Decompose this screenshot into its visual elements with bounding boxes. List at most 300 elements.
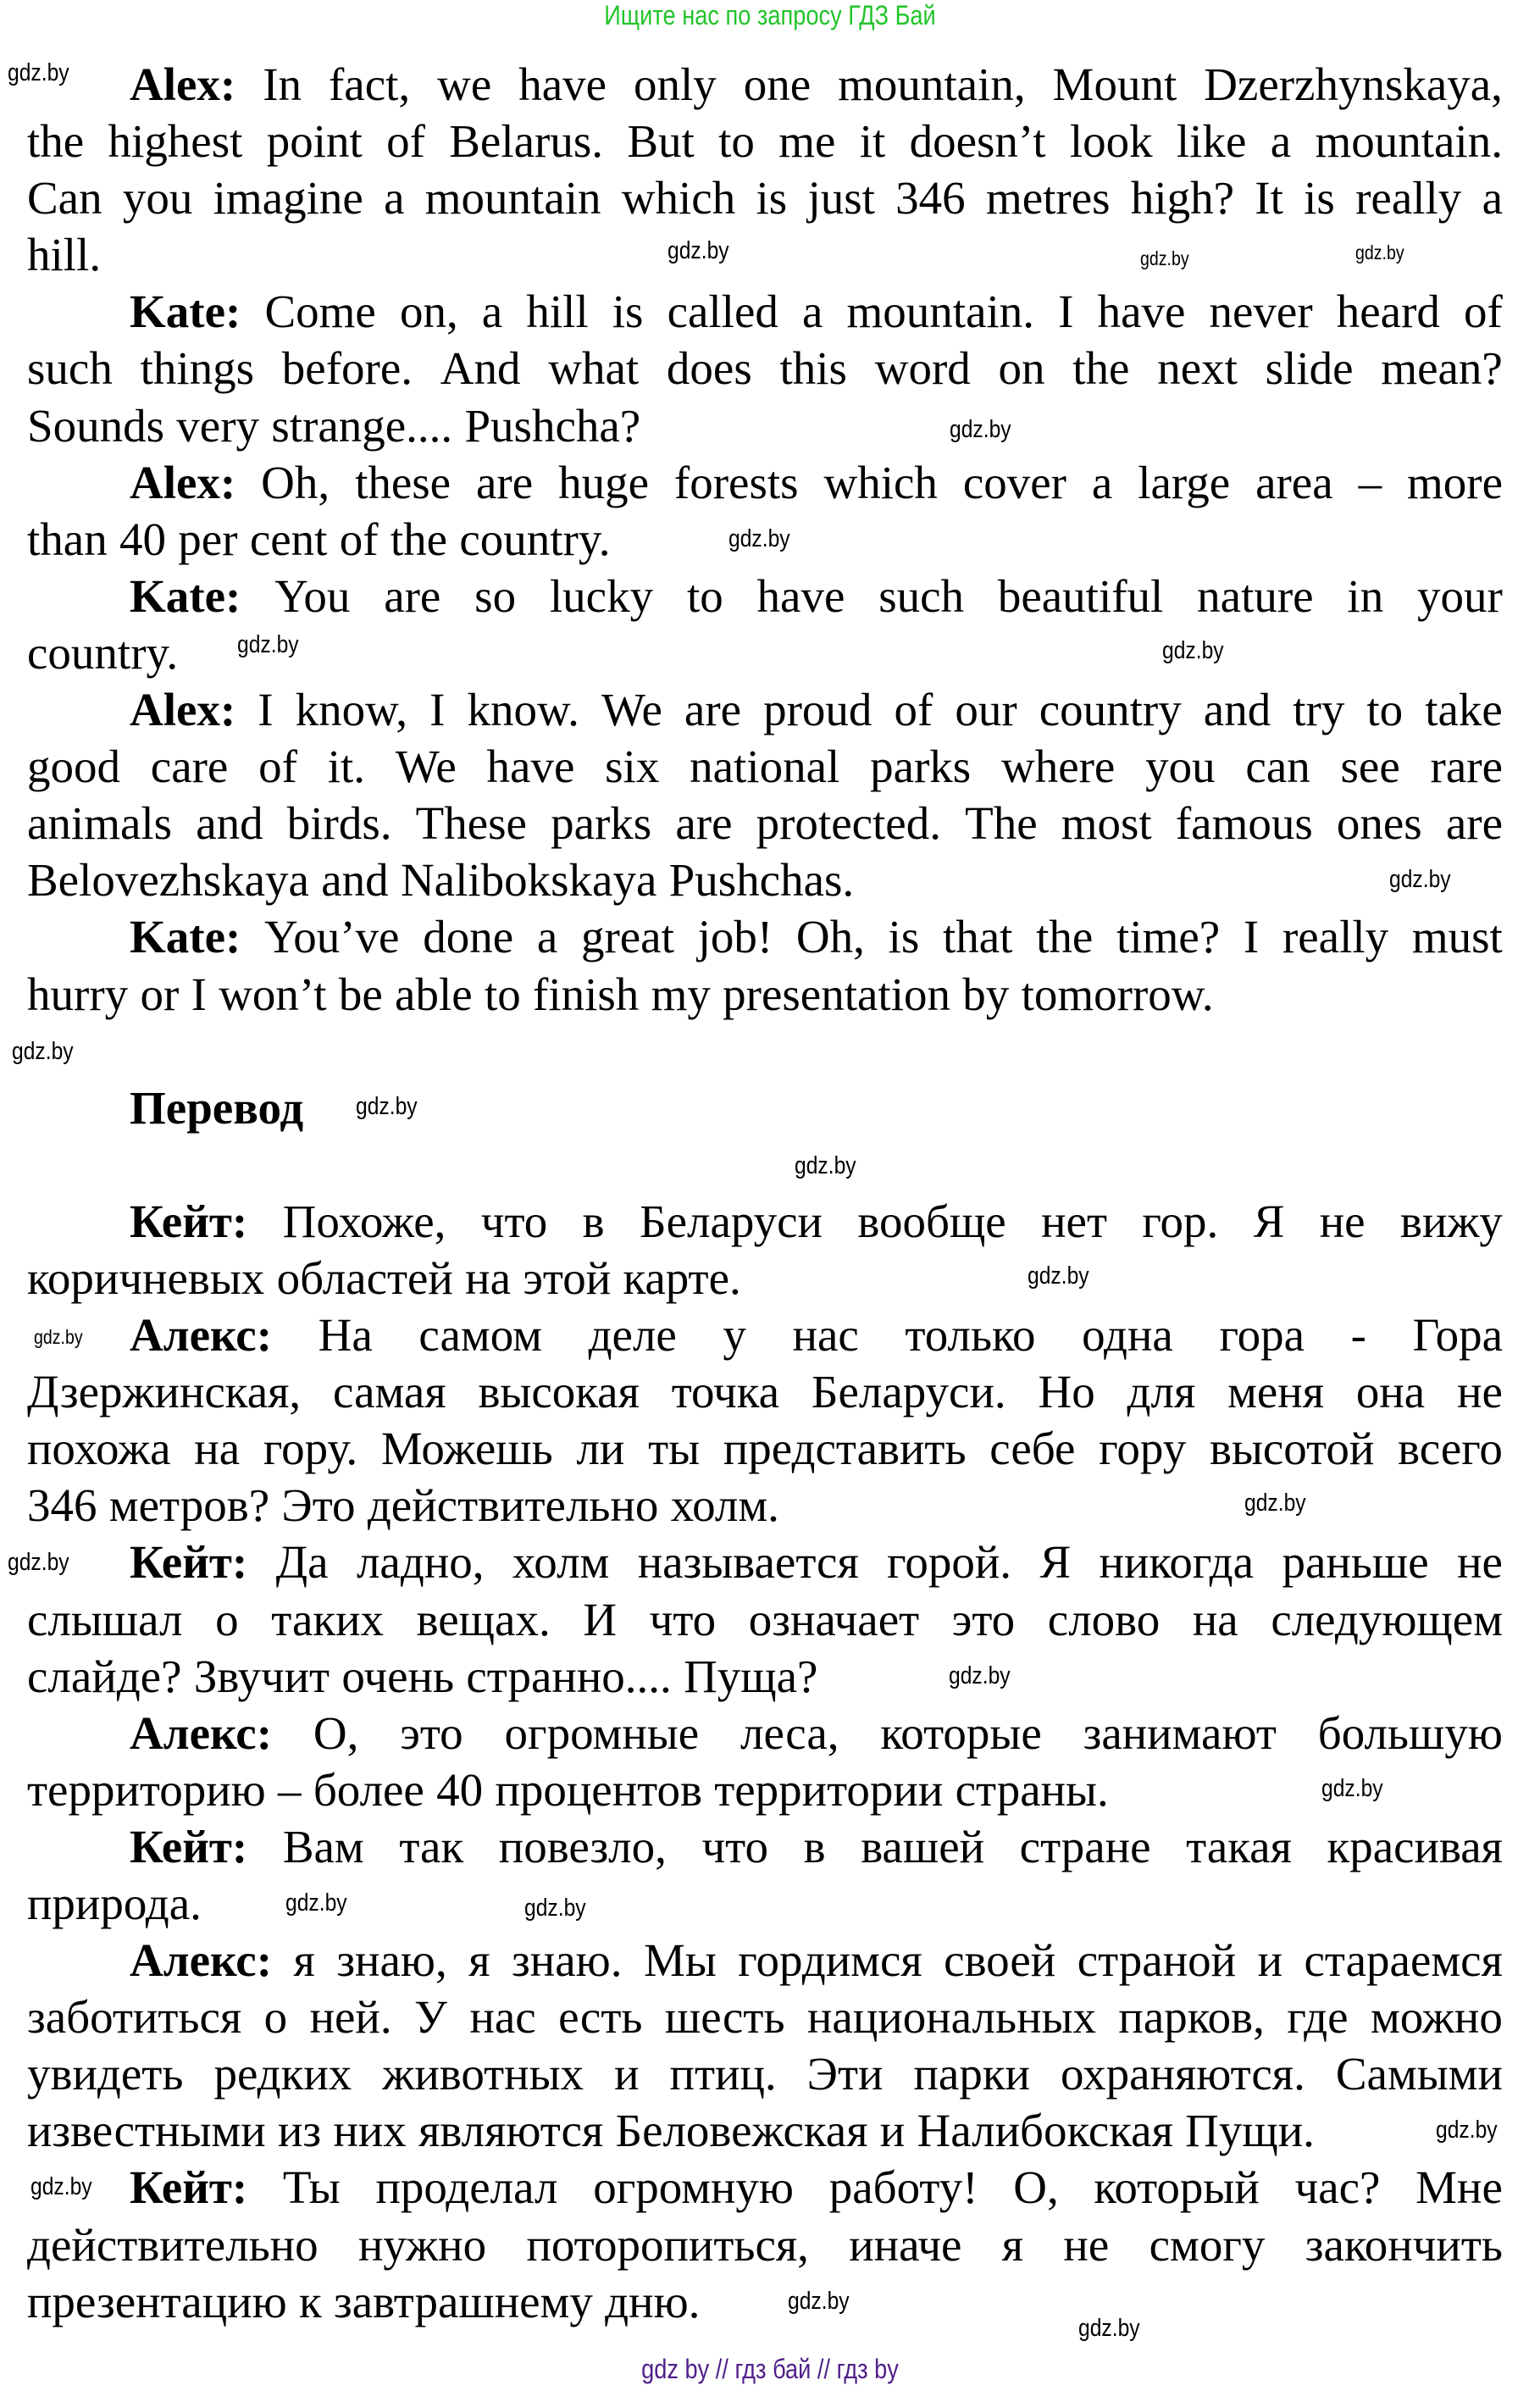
- word: -: [1350, 1309, 1366, 1362]
- speaker-name: Кейт:: [130, 1536, 248, 1589]
- word: в: [803, 1820, 826, 1872]
- word: этой: [523, 1251, 612, 1304]
- word: высокая: [478, 1366, 640, 1418]
- word: Мы: [643, 1934, 717, 1987]
- word: of: [386, 115, 425, 168]
- speaker-name: Kate:: [130, 569, 241, 622]
- word: которые: [880, 1706, 1042, 1759]
- word: Налибокская: [917, 2105, 1173, 2157]
- text-line: [27, 908, 1503, 965]
- word: per: [178, 513, 238, 565]
- word: где: [1287, 1991, 1349, 2044]
- word: процентов: [495, 1763, 702, 1816]
- word: are: [675, 797, 733, 850]
- word: I: [258, 684, 274, 736]
- word: красивая: [1327, 1820, 1503, 1872]
- word: себе: [989, 1423, 1076, 1475]
- word: In: [263, 58, 302, 110]
- word: гора: [1219, 1309, 1305, 1362]
- word: ли: [576, 1423, 625, 1475]
- text-line: [27, 1420, 1503, 1477]
- speaker-name: Кейт:: [130, 1195, 248, 1247]
- word: does: [666, 342, 752, 395]
- watermark-text: gdz.by: [285, 1889, 347, 1917]
- dialogue-paragraph: [27, 568, 1503, 681]
- word: карте.: [623, 1251, 741, 1304]
- word: Вам: [282, 1820, 364, 1872]
- word: я: [468, 1934, 490, 1987]
- word: be: [338, 968, 383, 1020]
- word: fact,: [328, 58, 411, 110]
- word: гордимся: [738, 1934, 922, 1987]
- word: a: [481, 286, 503, 338]
- word: знаю.: [512, 1934, 623, 1987]
- word: by: [962, 968, 1010, 1020]
- word: where: [1000, 741, 1116, 793]
- word: have: [486, 741, 575, 793]
- word: Гора: [1412, 1309, 1503, 1362]
- word: huge: [558, 456, 649, 508]
- word: природа.: [27, 1878, 202, 1929]
- word: есть: [558, 1991, 643, 2044]
- word: such: [878, 569, 965, 622]
- word: Я: [1253, 1195, 1285, 1247]
- word: Похоже,: [282, 1195, 446, 1247]
- word: which: [621, 172, 736, 225]
- watermark-text: gdz.by: [12, 1038, 74, 1065]
- word: large: [1138, 456, 1231, 508]
- text-line: [27, 738, 1503, 795]
- word: is: [1304, 172, 1335, 225]
- word: imagine: [213, 172, 363, 225]
- word: шесть: [664, 1991, 785, 2044]
- speaker-name: Кейт:: [130, 2161, 248, 2214]
- text-line: [27, 454, 1503, 511]
- word: I: [1243, 911, 1260, 963]
- word: холм: [512, 1536, 610, 1589]
- word: 346: [895, 172, 966, 225]
- word: mountain: [424, 172, 601, 225]
- word: which: [823, 456, 938, 508]
- word: представить: [723, 1423, 967, 1475]
- speaker-name: Алекс:: [130, 1309, 273, 1362]
- word: on: [998, 342, 1045, 395]
- text-line: [27, 283, 1503, 340]
- word: are: [476, 456, 534, 508]
- word: mountain.: [1315, 115, 1503, 168]
- text-line: [27, 1648, 1503, 1705]
- word: странно....: [466, 1650, 672, 1702]
- word: страной: [1077, 1934, 1237, 1987]
- word: is: [756, 172, 788, 225]
- word: I: [191, 968, 207, 1020]
- speaker-name: Alex:: [130, 456, 236, 508]
- watermark-text: gdz.by: [795, 1152, 856, 1179]
- watermark-text: gdz.by: [524, 1894, 586, 1922]
- watermark-text: gdz.by: [237, 631, 299, 658]
- word: –: [278, 1763, 302, 1816]
- word: so: [474, 569, 517, 622]
- word: is: [612, 286, 644, 338]
- word: things: [140, 342, 255, 395]
- word: и: [1257, 1934, 1283, 1987]
- word: увидеть: [27, 2048, 184, 2100]
- translation-heading: Перевод: [130, 1081, 304, 1134]
- word: можно: [1371, 1991, 1503, 2044]
- word: only: [633, 58, 717, 110]
- word: самая: [332, 1366, 446, 1418]
- word: так: [399, 1820, 464, 1872]
- word: называется: [637, 1536, 859, 1589]
- word: doesn’t: [909, 115, 1046, 168]
- word: And: [440, 342, 521, 395]
- word: that: [942, 911, 1013, 963]
- word: this: [779, 342, 847, 395]
- word: Dzerzhynskaya,: [1204, 58, 1503, 110]
- word: beautiful: [997, 569, 1164, 622]
- word: Mount: [1052, 58, 1177, 110]
- text-line: [27, 568, 1503, 624]
- dialogue-paragraph: [27, 1193, 1503, 1306]
- word: and: [196, 797, 263, 850]
- word: я: [1001, 2218, 1024, 2271]
- word: Да: [275, 1536, 329, 1589]
- word: Эти: [806, 2048, 884, 2100]
- word: cover: [962, 456, 1066, 508]
- word: are: [684, 684, 742, 736]
- word: know.: [467, 684, 579, 736]
- word: these: [355, 456, 451, 508]
- word: more: [1406, 456, 1503, 508]
- watermark-text: gdz.by: [8, 59, 69, 86]
- word: к: [298, 2275, 322, 2327]
- word: my: [651, 968, 711, 1020]
- word: закончить: [1305, 2218, 1503, 2271]
- word: nature: [1197, 569, 1314, 622]
- word: вообще: [857, 1195, 1006, 1247]
- word: such: [27, 342, 113, 395]
- word: country.: [27, 626, 179, 679]
- word: горой.: [887, 1536, 1012, 1589]
- watermark-text: gdz.by: [1162, 637, 1224, 664]
- word: 346: [27, 1479, 97, 1532]
- word: high?: [1130, 172, 1235, 225]
- word: hill: [526, 286, 589, 338]
- word: to: [686, 569, 723, 622]
- text-line: [27, 2273, 1503, 2330]
- word: и: [614, 2048, 640, 2100]
- word: вижу: [1399, 1195, 1503, 1247]
- watermark-text: gdz.by: [1244, 1490, 1306, 1517]
- word: очень: [341, 1650, 455, 1702]
- word: о: [215, 1593, 239, 1645]
- word: действительно: [367, 1479, 659, 1532]
- word: На: [318, 1309, 373, 1362]
- word: своей: [944, 1934, 1056, 1987]
- text-line: [27, 226, 1503, 283]
- word: a: [1091, 456, 1113, 508]
- word: действительно: [27, 2218, 319, 2271]
- word: on,: [399, 286, 458, 338]
- word: них: [333, 2105, 407, 2157]
- speaker-name: Kate:: [130, 911, 241, 963]
- word: это: [400, 1706, 463, 1759]
- word: в: [582, 1195, 605, 1247]
- word: a: [384, 172, 405, 225]
- word: presentation: [723, 968, 950, 1020]
- word: национальных: [807, 1991, 1096, 2044]
- watermark-text: gdz.by: [950, 416, 1011, 443]
- word: ладно,: [356, 1536, 485, 1589]
- word: to: [484, 968, 521, 1020]
- footer-links[interactable]: gdz by // гдз бай // гдз by: [641, 2354, 899, 2384]
- word: охраняются.: [1061, 2048, 1305, 2100]
- watermark-text: gdz.by: [356, 1093, 418, 1120]
- speaker-name: Alex:: [130, 58, 236, 110]
- word: hill.: [27, 229, 102, 281]
- word: you: [122, 172, 193, 225]
- text-line: [27, 1705, 1503, 1761]
- word: strange....: [271, 399, 453, 452]
- word: see: [1340, 741, 1400, 793]
- word: областей: [276, 1251, 453, 1304]
- watermark-text: gdz.by: [1389, 866, 1451, 893]
- word: нас: [469, 1991, 536, 2044]
- word: try: [1293, 684, 1345, 736]
- word: hurry: [27, 968, 129, 1020]
- word: являются: [418, 2105, 604, 2157]
- word: cent: [249, 513, 328, 565]
- word: Belarus.: [449, 115, 603, 168]
- word: одна: [1082, 1309, 1173, 1362]
- word: rare: [1430, 741, 1503, 793]
- word: не: [1457, 1366, 1503, 1418]
- word: Ты: [282, 2161, 341, 2214]
- watermark-text: gdz.by: [8, 1549, 69, 1576]
- word: Мне: [1415, 2161, 1503, 2214]
- word: you: [1145, 741, 1216, 793]
- word: что: [480, 1195, 548, 1247]
- word: mountain,: [838, 58, 1026, 110]
- text-line: [27, 1363, 1503, 1420]
- search-hint-banner: Ищите нас по запросу ГДЗ Бай: [604, 0, 936, 31]
- word: животных: [382, 2048, 584, 2100]
- watermark-text: gdz.by: [728, 525, 790, 552]
- word: have: [518, 58, 607, 110]
- word: can: [1245, 741, 1310, 793]
- word: Pushchas.: [668, 854, 855, 907]
- word: ты: [648, 1423, 701, 1475]
- word: birds.: [286, 797, 392, 850]
- text-line: [27, 1761, 1503, 1818]
- word: in: [1347, 569, 1384, 622]
- word: я: [293, 1934, 315, 1987]
- word: look: [1069, 115, 1153, 168]
- word: Oh,: [261, 456, 330, 508]
- word: a: [536, 911, 558, 963]
- word: your: [1417, 569, 1503, 622]
- word: national: [690, 741, 840, 793]
- word: are: [384, 569, 441, 622]
- word: презентацию: [27, 2275, 287, 2327]
- word: have: [1097, 286, 1186, 338]
- word: таких: [271, 1593, 385, 1645]
- word: are: [1445, 797, 1503, 850]
- word: take: [1425, 684, 1503, 736]
- word: для: [1127, 1366, 1196, 1418]
- text-line: [27, 2159, 1503, 2216]
- word: It: [1255, 172, 1283, 225]
- word: the: [390, 513, 448, 565]
- word: highest: [108, 115, 243, 168]
- word: won’t: [219, 968, 327, 1020]
- word: just: [807, 172, 875, 225]
- watermark-text: gdz.by: [1321, 1775, 1383, 1802]
- word: деле: [588, 1309, 677, 1362]
- dialogue-paragraph: [27, 1932, 1503, 2159]
- word: heard: [1336, 286, 1440, 338]
- word: protected.: [756, 797, 941, 850]
- word: на: [1192, 1593, 1238, 1645]
- word: The: [965, 797, 1038, 850]
- word: Пуща?: [684, 1650, 818, 1702]
- dialogue-paragraph: [27, 1534, 1503, 1704]
- word: только: [905, 1309, 1036, 1362]
- word: the: [1036, 911, 1094, 963]
- word: И: [583, 1593, 618, 1645]
- spacer: [27, 1136, 1503, 1193]
- word: самом: [418, 1309, 542, 1362]
- word: able: [395, 968, 473, 1020]
- word: у: [723, 1309, 746, 1362]
- word: of: [894, 684, 933, 736]
- word: must: [1411, 911, 1503, 963]
- text-line: [27, 1193, 1503, 1250]
- word: and: [1203, 684, 1271, 736]
- word: Беловежская: [615, 2105, 868, 2157]
- word: Беларуси.: [811, 1366, 1006, 1418]
- word: of: [1464, 286, 1503, 338]
- word: слово: [1047, 1593, 1161, 1645]
- word: We: [601, 684, 662, 736]
- dialogue-paragraph: [27, 1705, 1503, 1818]
- word: точка: [671, 1366, 780, 1418]
- word: country: [1039, 684, 1182, 736]
- word: what: [548, 342, 640, 395]
- word: country.: [459, 513, 611, 565]
- word: or: [140, 968, 180, 1020]
- word: это: [951, 1593, 1016, 1645]
- word: из: [277, 2105, 322, 2157]
- watermark-text: gdz.by: [788, 2288, 850, 2315]
- text-line: [27, 340, 1503, 397]
- word: good: [27, 741, 120, 793]
- word: птиц.: [669, 2048, 777, 2100]
- word: I: [429, 684, 446, 736]
- word: коричневых: [27, 1251, 265, 1304]
- word: most: [1061, 797, 1152, 850]
- word: to: [718, 115, 755, 168]
- word: занимают: [1083, 1706, 1277, 1759]
- speaker-name: Алекс:: [130, 1706, 273, 1759]
- word: before.: [281, 342, 413, 395]
- word: который: [1094, 2161, 1260, 2214]
- word: Самыми: [1335, 2048, 1503, 2100]
- word: Но: [1038, 1366, 1095, 1418]
- word: нас: [792, 1309, 859, 1362]
- word: и: [879, 2105, 906, 2157]
- word: animals: [27, 797, 173, 850]
- word: такая: [1186, 1820, 1292, 1872]
- word: 40: [436, 1763, 484, 1816]
- watermark-text: gdz.by: [1028, 1262, 1089, 1290]
- word: and: [321, 854, 389, 907]
- word: to: [1366, 684, 1404, 736]
- word: ней.: [309, 1991, 392, 2044]
- word: ones: [1336, 797, 1422, 850]
- word: более: [313, 1763, 424, 1816]
- word: она: [1355, 1366, 1426, 1418]
- word: вашей: [861, 1820, 985, 1872]
- word: never: [1209, 286, 1313, 338]
- word: word: [874, 342, 971, 395]
- word: территорию: [27, 1763, 266, 1816]
- word: работу!: [828, 2161, 978, 2214]
- word: care: [150, 741, 229, 793]
- speaker-name: Alex:: [130, 684, 236, 736]
- word: вещах.: [416, 1593, 551, 1645]
- word: о: [263, 1991, 288, 2044]
- word: означает: [748, 1593, 920, 1645]
- word: Это: [281, 1479, 356, 1532]
- dialogue-paragraph: [27, 56, 1503, 283]
- text-line: [27, 1875, 1503, 1932]
- dialogue-paragraph: [27, 681, 1503, 908]
- word: than: [27, 513, 108, 565]
- word: У: [414, 1991, 447, 2044]
- word: повезло,: [498, 1820, 667, 1872]
- text-line: [27, 2102, 1503, 2159]
- word: известными: [27, 2105, 266, 2157]
- text-line: [27, 397, 1503, 454]
- word: the: [1072, 342, 1130, 395]
- text-line: [27, 1591, 1503, 1648]
- word: Sounds: [27, 399, 164, 452]
- word: слайде?: [27, 1650, 182, 1702]
- word: is: [888, 911, 920, 963]
- word: завтрашнему: [334, 2275, 593, 2327]
- word: I: [1058, 286, 1074, 338]
- text-line: [27, 2216, 1503, 2273]
- speaker-name: Kate:: [130, 286, 241, 338]
- word: really: [1282, 911, 1389, 963]
- word: proud: [763, 684, 872, 736]
- word: of: [339, 513, 379, 565]
- word: похожа: [27, 1423, 171, 1475]
- dialogue-paragraph: [27, 2159, 1503, 2329]
- word: Дзержинская,: [27, 1366, 302, 1418]
- word: гору.: [263, 1423, 358, 1475]
- word: Беларуси: [640, 1195, 823, 1247]
- word: поторопиться,: [526, 2218, 809, 2271]
- word: на: [194, 1423, 241, 1475]
- word: parks: [870, 741, 972, 793]
- word: mean?: [1381, 342, 1503, 395]
- word: нужно: [357, 2218, 487, 2271]
- spacer: [27, 1023, 1503, 1079]
- word: famous: [1175, 797, 1313, 850]
- word: we: [437, 58, 492, 110]
